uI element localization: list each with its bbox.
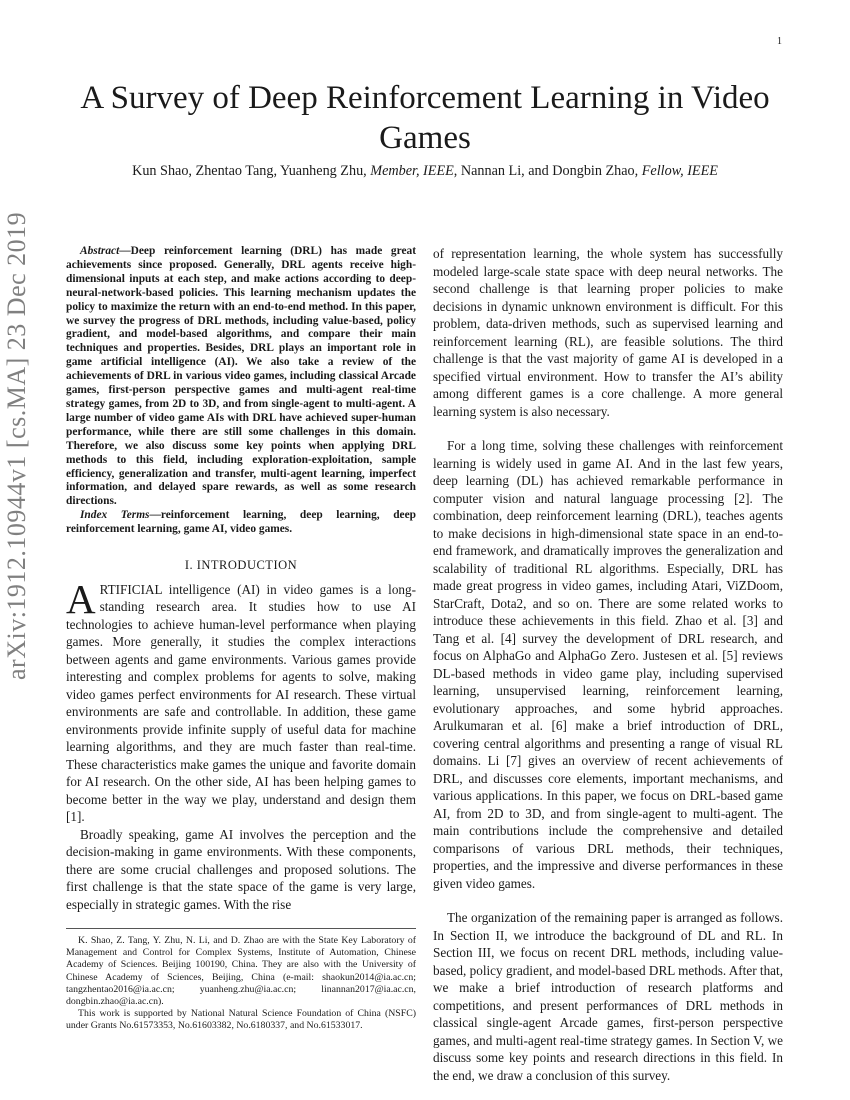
paper-title: A Survey of Deep Reinforcement Learning in Video Games xyxy=(80,80,770,156)
left-column xyxy=(66,245,416,913)
author-role-fellow: Fellow, IEEE xyxy=(641,163,718,179)
abstract-label: Abstract xyxy=(80,245,120,257)
arxiv-identifier: arXiv:1912.10944v1 [cs.MA] 23 Dec 2019 xyxy=(2,211,31,680)
authors-part-2: , Nannan Li, and Dongbin Zhao, xyxy=(453,163,642,179)
right-column xyxy=(433,245,783,1084)
drop-cap: A xyxy=(66,575,96,622)
section-heading-introduction: I. INTRODUCTION xyxy=(184,558,298,573)
intro-paragraph-2: Broadly speaking, game AI involves the perception and the decision-making in game environments. With these components, there are some crucial challenges and proposed solutions. The first challenge is that the state space of the game is very large, especially in strategic games. With the rise xyxy=(66,826,416,912)
footnotes xyxy=(66,928,416,1033)
right-paragraph-3: The organization of the remaining paper is arranged as follows. In Section II, we introduce the background of DL and RL. In Section III, we focus on recent DRL methods, including value-based, policy gradient, and model-based DRL methods. After that, we make a brief introduction of research platforms and competitions, and present performances of DRL methods in classical single-agent Arcade games, first-person perspective games, and multi-agent real-time strategy games. In Section V, we discuss some key points and research directions in this field. In the end, we draw a conclusion of this survey. xyxy=(433,910,783,1083)
index-terms-text: —reinforcement learning, deep learning, deep reinforcement learning, game AI, video games. xyxy=(66,509,416,536)
intro-paragraph-1 xyxy=(66,575,416,826)
author-list xyxy=(60,163,790,180)
index-terms xyxy=(66,509,416,537)
author-role-member: Member, IEEE xyxy=(370,163,454,179)
authors-part-1: Kun Shao, Zhentao Tang, Yuanheng Zhu, xyxy=(132,163,371,179)
right-paragraph-2: For a long time, solving these challenges with reinforcement learning is widely used in game AI. And in the last few years, deep learning (DL) has achieved remarkable performance in computer vision and natural language processing [2]. The combination, deep reinforcement learning (DRL), teaches agents to make decisions in high-dimensional state space in an end-to-end framework, and dramatically improves the generalization and scalability of traditional RL algorithms. Especially, DRL has made great progress in video games, including Atari, ViZDoom, StarCraft, Dota2, and so on. There are some related works to introduce these achievements in this field. Zhao et al. [3] and Tang et al. [4] survey the development of DRL research, and focus on AlphaGo and AlphaGo Zero. Justesen et al. [5] reviews DL-based methods in video game play, including supervised learning, unsupervised learning, reinforcement learning, evolutionary approaches, and some hybrid approaches. Arulkumaran et al. [6] make a brief introduction of DRL, covering central algorithms and presenting a range of visual RL domains. Li [7] gives an overview of recent achievements of DRL, and discusses core elements, important mechanisms, and various applications. In this paper, we focus on DRL-based game AI, from 2D to 3D, and from single-agent to multi-agent. The main contributions include the comprehensive and detailed comparisons of various DRL methods, their techniques, properties, and the impressive and diverse performances in these given video games. xyxy=(433,438,783,891)
abstract xyxy=(66,245,416,509)
page-number: 1 xyxy=(777,36,782,47)
right-paragraph-1: of representation learning, the whole system has successfully modeled large-scale state space with deep neural networks. The second challenge is that learning proper policies to make decisions in dynamic unknown environment is difficult. For this problem, data-driven methods, such as supervised learning and reinforcement learning (RL), are feasible solutions. The third challenge is that the vast majority of game AI is developed in a specified virtual environment. How to transfer the AI’s ability among different games is a core challenge. A more general learning system is also necessary. xyxy=(433,246,783,419)
intro-paragraph-1-text: RTIFICIAL intelligence (AI) in video games is a long-standing research area. It studies how to use AI technologies to achieve human-level performance when playing games. More generally, it studies the complex interactions between agents and game environments. Various games provide interesting and complex problems for agents to solve, making video games perfect environments for AI research. These virtual environments are safe and controllable. In addition, these game environments provide infinite supply of useful data for machine learning algorithms, and they are much faster than real-time. These characteristics make games the unique and favorite domain for AI research. On the other side, AI has been helping games to become better in the way we play, understand and design them [1]. xyxy=(66,581,416,825)
abstract-text: —Deep reinforcement learning (DRL) has made great achievements since proposed. Generally, DRL agents receive high-dimensional inputs at each step, and make actions according to deep-neural-network-based policies. This learning mechanism updates the policy to maximize the return with an end-to-end method. In this paper, we survey the progress of DRL methods, including value-based, policy gradient, and model-based algorithms, and compare their main techniques and properties. Besides, DRL plays an important role in game artificial intelligence (AI). We also take a review of the achievements of DRL in various video games, including classical Arcade games, first-person perspective games and multi-agent real-time strategy games, from 2D to 3D, and from single-agent to multi-agent. A large number of video game AIs with DRL have achieved super-human performance, while there are still some challenges in this domain. Therefore, we also discuss some key points when applying DRL methods to this field, including exploration-exploitation, sample efficiency, generalization and transfer, multi-agent learning, imperfect information, and delayed spare rewards, as well as some research directions. xyxy=(66,245,416,508)
footnote-affiliation: K. Shao, Z. Tang, Y. Zhu, N. Li, and D. Zhao are with the State Key Laboratory of Management and Control for Complex Systems, Institute of Automation, Chinese Academy of Sciences. Beijing 100190, China. They are also with the University of Chinese Academy of Sciences, Beijing, China (e-mail: shaokun2014@ia.ac.cn; tangzhentao2016@ia.ac.cn; yuanheng.zhu@ia.ac.cn; linannan2017@ia.ac.cn, dongbin.zhao@ia.ac.cn). xyxy=(66,935,416,1008)
index-terms-label: Index Terms xyxy=(80,509,150,522)
footnote-funding: This work is supported by National Natural Science Foundation of China (NSFC) under Grants No.61573353, No.61603382, No.6180337, and No.61533017. xyxy=(66,1008,416,1032)
